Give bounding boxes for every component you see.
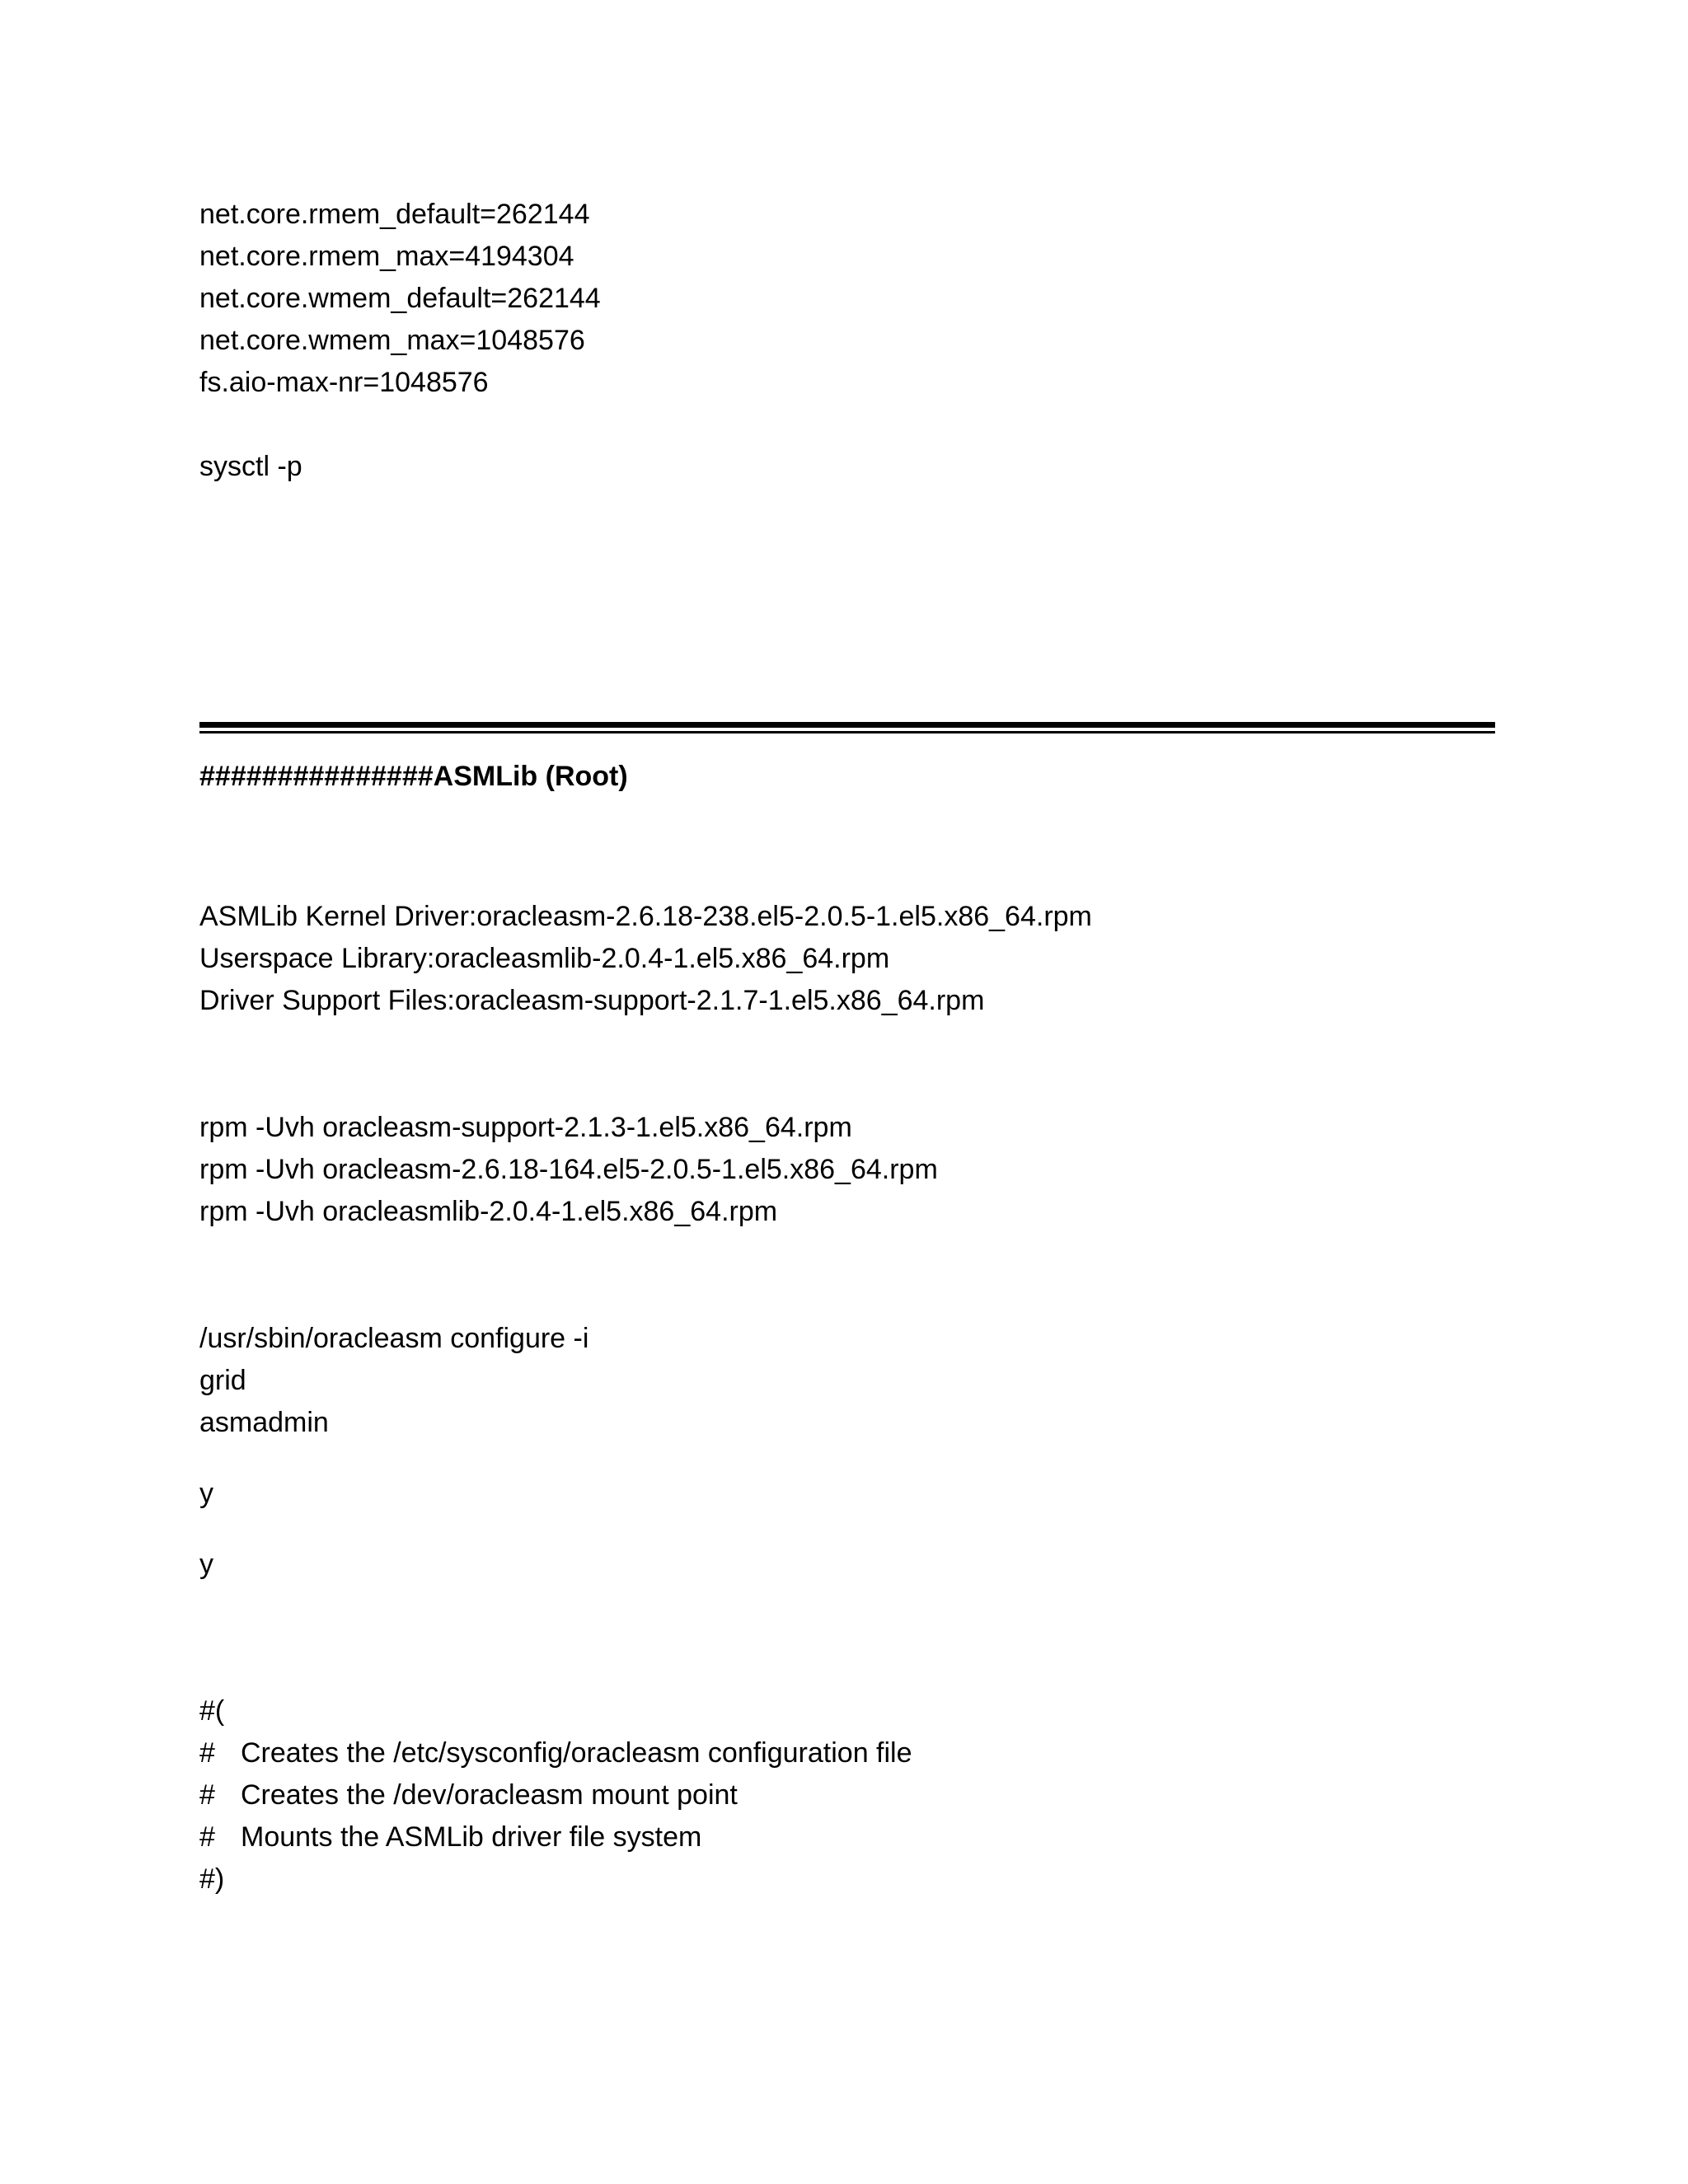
comment-line	[199, 1777, 738, 1813]
comment-close: #)	[199, 1863, 225, 1895]
install-command: rpm -Uvh oracleasmlib-2.0.4-1.el5.x86_64.rpm	[199, 1196, 778, 1227]
sysctl-line: net.core.wmem_default=262144	[199, 283, 601, 314]
package-line: Driver Support Files:oracleasm-support-2.1.7-1.el5.x86_64.rpm	[199, 985, 985, 1016]
section-divider-thin	[199, 731, 1495, 733]
install-command: rpm -Uvh oracleasm-2.6.18-164.el5-2.0.5-1.el5.x86_64.rpm	[199, 1154, 938, 1185]
section-divider-thick	[199, 722, 1495, 728]
package-line: ASMLib Kernel Driver:oracleasm-2.6.18-238.el5-2.0.5-1.el5.x86_64.rpm	[199, 901, 1092, 932]
comment-open: #(	[199, 1695, 225, 1727]
sysctl-line: fs.aio-max-nr=1048576	[199, 367, 489, 398]
comment-text: Creates the /dev/oracleasm mount point	[241, 1779, 738, 1811]
section-heading: ###############ASMLib (Root)	[199, 761, 628, 792]
comment-text: Creates the /etc/sysconfig/oracleasm configuration file	[241, 1737, 912, 1769]
configure-answer: y	[199, 1478, 213, 1509]
comment-marker: #	[199, 1737, 215, 1769]
configure-command: /usr/sbin/oracleasm configure -i	[199, 1323, 589, 1354]
sysctl-line: net.core.rmem_max=4194304	[199, 241, 574, 272]
comment-text: Mounts the ASMLib driver file system	[241, 1821, 702, 1853]
comment-line	[199, 1819, 701, 1855]
sysctl-line: net.core.wmem_max=1048576	[199, 325, 585, 356]
configure-user: grid	[199, 1365, 246, 1396]
comment-marker: #	[199, 1779, 215, 1811]
install-command: rpm -Uvh oracleasm-support-2.1.3-1.el5.x86_64.rpm	[199, 1112, 852, 1143]
package-line: Userspace Library:oracleasmlib-2.0.4-1.el5.x86_64.rpm	[199, 943, 890, 974]
configure-group: asmadmin	[199, 1407, 329, 1438]
sysctl-apply-command: sysctl -p	[199, 451, 302, 482]
sysctl-line: net.core.rmem_default=262144	[199, 199, 590, 230]
comment-line	[199, 1735, 912, 1771]
configure-answer: y	[199, 1549, 213, 1580]
comment-marker: #	[199, 1821, 215, 1853]
